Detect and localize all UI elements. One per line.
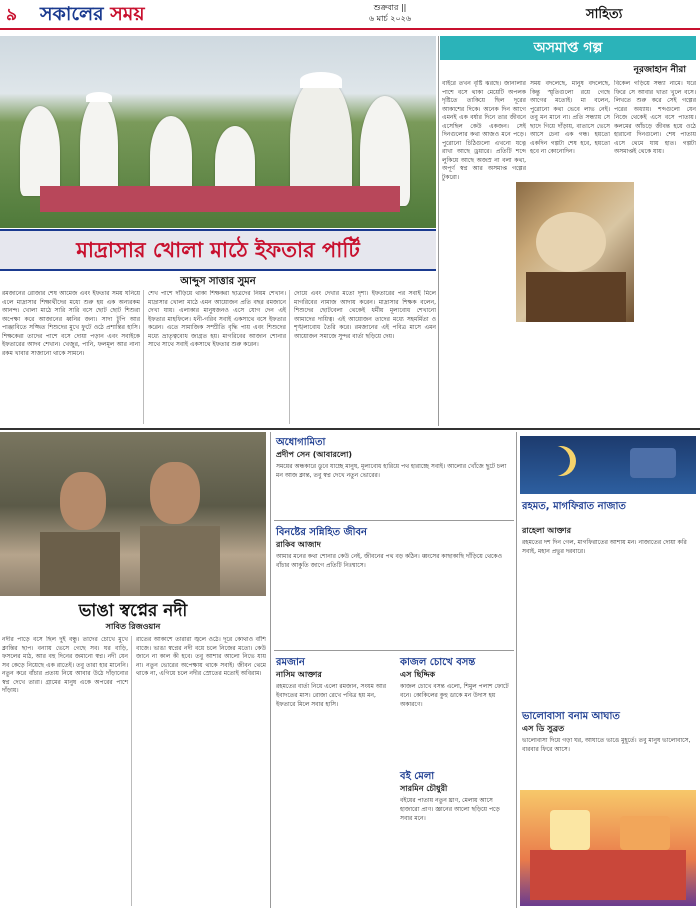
section-title: সাহিত্য (586, 7, 623, 22)
lead-headline: মাদ্রাসার খোলা মাঠে ইফতার পার্টি (0, 229, 436, 271)
poem-text: রহমতের বার্তা নিয়ে এলো রমজান, সংযম আর ইবাদতের মাস। রোজা রেখে পবিত্র হয় মন, ইফতারে মিলে সবার হাসি। (276, 683, 387, 708)
poem-title: রহমত, মাগফিরাত নাজাত (522, 501, 626, 512)
poem-text: ভালোবাসা দিয়ে গড়া ঘর, আঘাতে ভাঙে মুহূর্তে। তবু মানুষ ভালোবাসে, বারবার ফিরে আসে। (522, 737, 691, 753)
crescent-icon (540, 446, 570, 476)
poem-author: নাসিম আক্তার (276, 670, 322, 679)
lead-column-2: শেখ পাশে দাঁড়িয়ে থাকা শিক্ষকরা ছাত্রদের নিয়ম শেখান। মাদ্রাসার খোলা মাঠে এমন আয়োজন প্রতি বছর রমজানে দেখা যায়। এলাকার মানুষজনও এসে যোগ দেন এই ইফতার মাহফিলে। ধনী-গরিব সবাই একসাথে বসে ইফতার করেন। এতে সামাজিক সম্প্রীতি বৃদ্ধি পায় এবং শিশুদের মধ্যে ভ্রাতৃত্ববোধ জাগ্রত হয়। মাগরিবের আজান শোনার সাথে সাথে সবাই একসাথে ইফতার শুরু করেন। (148, 290, 290, 424)
story-painting (516, 182, 634, 322)
day-label: শুক্রবার || (373, 3, 407, 12)
poem-title: ভালোবাসা বনাম আঘাত (522, 711, 620, 722)
boys-photo (0, 432, 266, 596)
column-divider (438, 36, 439, 426)
story-column-3: বিকেল গড়িয়ে সন্ধ্যা নামে। ঘরে ফিরে সে আবার খাতা খুলে বসে। লিখতে শুরু করে সেই গল্পের পরের অধ্যায়। শব্দগুলো যেন নিজে থেকেই এসে বসে পাতায়। কলমের আঁচড়ে জীবন্ত হয়ে ওঠে হারানো দিনগুলো। শেষ পাতায় এসে থেমে যায় হাত। গল্পটা অসমাপ্তই থেকে যায়। (614, 80, 696, 156)
poem-title: বিনষ্টের সন্নিহিত জীবন (276, 527, 368, 538)
iftar-photo (0, 36, 436, 228)
ramadan-banner (520, 436, 696, 494)
poem-title: অধোগামিতা (276, 437, 326, 448)
book-fair-illustration (520, 790, 696, 906)
poem-text: কাজল চোখে বসন্ত এলো, শিমুল পলাশ ফোটে বনে। কোকিলের কুহু ডাকে মন উদাস হয় অকারণে। (400, 683, 509, 708)
logo-accent: সময় (110, 3, 145, 25)
poem-divider (274, 650, 514, 651)
poem-author: সারমিন চৌধুরী (400, 784, 448, 793)
story-column-2: সময় বদলেছে, মানুষ বদলেছে, কিন্তু স্মৃতিগুলো রয়ে গেছে আগের মতোই। মা বলেন, পুরোনো কথা ভেবে লাভ নেই। তবু মন মানে না। প্রতি সন্ধ্যায় সে ছাদে গিয়ে দাঁড়ায়, বাতাসে ভেসে আসে চেনা এক গন্ধ। হয়তো একদিন গল্পটা শেষ হবে, হয়তো হবে না কোনোদিন। (530, 80, 610, 156)
poem-title: বই মেলা (400, 771, 435, 782)
story-author: নূরজাহান নীরা (633, 65, 686, 75)
poem-author: প্রদীপ সেন (আবারলো) (276, 450, 353, 459)
poem-text: রহমতের দশ দিন গেল, মাগফিরাতের আশায় মন। নাজাতের দোয়া করি সবাই, মহান প্রভুর দরবারে। (522, 539, 687, 555)
story2-author: সাবিত রিজওয়ান (105, 622, 161, 631)
column-divider (516, 432, 517, 908)
story2-column-1: নদীর পাড়ে বসে ছিল দুই বন্ধু। তাদের চোখে মুখে ক্লান্তির ছাপ। বন্যায় ভেসে গেছে সব। ঘর বাড়ি, ফসলের মাঠ, আর বহু দিনের জমানো স্বপ্ন। নদী যেন সব কেড়ে নিয়েছে এক রাতেই। তবু তারা হার মানেনি। নতুন করে বাঁচার প্রত্যয় নিয়ে আবার উঠে দাঁড়ানোর স্বপ্ন দেখে তারা। গ্রামের মানুষ একে অপরের পাশে দাঁড়ায়। (2, 636, 132, 906)
story-heading: অসমাপ্ত গল্প (440, 36, 696, 60)
newspaper-logo (40, 2, 145, 28)
lead-column-3: দোয়ে এবং দেখার মতো দৃশ্য। ইফতারের পর সবাই মিলে মাগরিবের নামাজ আদায় করেন। মাদ্রাসার শিক্ষক বলেন, শিশুদের ছোটবেলা থেকেই ধর্মীয় মূল্যবোধ শেখানো আমাদের দায়িত্ব। এই আয়োজন তাদের মধ্যে সহমর্মিতা ও শৃঙ্খলাবোধ তৈরি করে। রমজানের এই পবিত্র মাসে এমন আয়োজন সমাজে সুন্দর বার্তা ছড়িয়ে দেয়। (294, 290, 436, 340)
poem-text: সময়ের অন্ধকারে ডুবে যাচ্ছে মানুষ, মূল্যবোধ হারিয়ে পথ হারাচ্ছে সবাই। আলোর খোঁজে ছুটে চলা মন আজ ক্লান্ত, তবু স্বপ্ন দেখে নতুন ভোরের। (276, 463, 507, 479)
poem-title: কাজল চোখে বসন্ত (400, 657, 476, 668)
story-column-1: বাইরে তখন বৃষ্টি ঝরছে। জানালার পাশে বসে থাকা মেয়েটি অপলক দৃষ্টিতে তাকিয়ে ছিল দূরের আকাশের দিকে। অনেক দিন আগে এমনই এক বর্ষার দিনে তার জীবনে এসেছিল কেউ একজন। সেই দিনগুলোর কথা আজও মনে পড়ে। পুরোনো চিঠিগুলো এখনো যত্নে রাখা আছে ড্রয়ারে। প্রতিটি শব্দে লুকিয়ে আছে অজস্র না বলা কথা, অপূর্ণ স্বপ্ন আর অসমাপ্ত গল্পের টুকরো। (442, 80, 526, 181)
logo-main: সকালের (40, 3, 111, 25)
poem-author: এস ডি সুব্রত (522, 724, 565, 733)
lead-column-1: রমজানের রোজার শেষ আমেজ এবং ইফতার সময় ঘনিয়ে এলে মাদ্রাসার শিক্ষার্থীদের মধ্যে শুরু হয় এক অন্যরকম আনন্দ। খোলা মাঠে সারি সারি বসে ছোট ছোট শিশুরা অপেক্ষা করে আজানের ধ্বনির জন্য। সাদা টুপি আর পাঞ্জাবিতে সজ্জিত শিশুদের মুখে ফুটে ওঠে প্রশান্তির হাসি। শিক্ষকেরা তাদের পাশে বসে দোয়া পড়ান এবং সবাইকে ইফতারের আদব শেখান। খেজুর, পানি, ফলমূল আর নানা রকম খাবার সাজানো থাকে সামনে। (2, 290, 144, 424)
poem-title: রমজান (276, 657, 305, 668)
page-divider (0, 428, 700, 430)
story2-column-2: রাতের আকাশে তারারা জ্বলে ওঠে। দূরে কোথাও বাঁশি বাজে। ভাঙা স্বপ্নের নদী বয়ে চলে নিজের মতো। কেউ জানে না কাল কী হবে। তবু আশার আলো নিভে যায় না। নতুন ভোরের অপেক্ষায় থাকে সবাই। জীবন থেমে থাকে না, এগিয়ে চলে নদীর স্রোতের মতোই অবিরাম। (136, 636, 266, 678)
poem-text: আমার মনের কথা শোনার কেউ নেই, জীবনের পথ বড় কঠিন। ধ্বংসের কাছাকাছি দাঁড়িয়ে থেকেও বাঁচার আকুতি জাগে প্রতিটি নিঃশ্বাসে। (276, 553, 503, 569)
story2-title: ভাঙা স্বপ্নের নদী (78, 601, 188, 621)
poem-divider (274, 520, 514, 521)
poem-author: এস ছিদ্দিক (400, 670, 436, 679)
page-number: ৯ (6, 5, 18, 25)
poem-text: বইয়ের পাতায় নতুন ঘ্রাণ, মেলায় আসে হাজারো প্রাণ। জ্ঞানের আলো ছড়িয়ে পড়ে সবার মনে। (400, 797, 500, 822)
poem-author: রাকিব আজাদ (276, 540, 321, 549)
lead-byline: আব্দুস সাত্তার সুমন (180, 276, 256, 287)
date-label: ৬ মার্চ ২০২৬ (368, 14, 412, 24)
poem-author: রাহেলা আক্তার (522, 526, 572, 535)
issue-date (320, 2, 460, 24)
column-divider (270, 432, 271, 908)
